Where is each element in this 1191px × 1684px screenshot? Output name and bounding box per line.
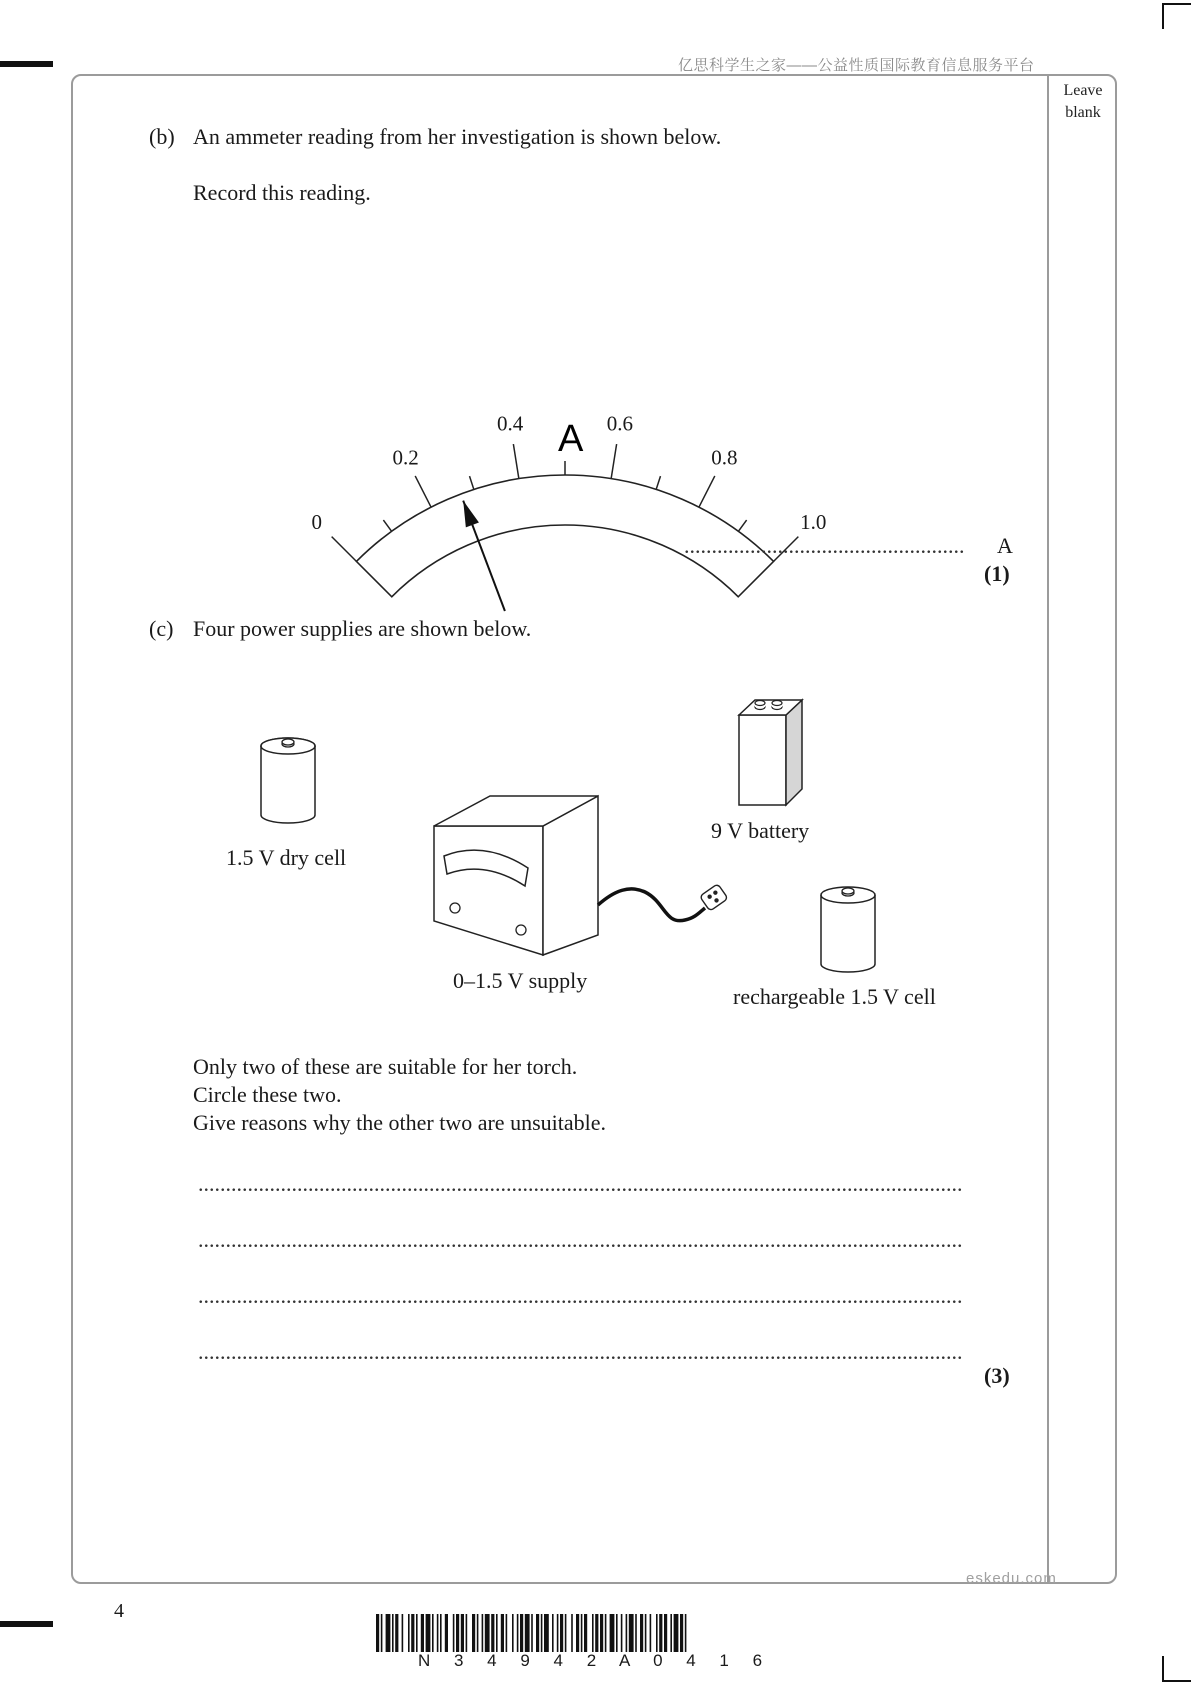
rechargeable-cell-illustration[interactable] [815,884,883,979]
barcode-bar [453,1614,455,1652]
meter-unit-symbol: A [558,418,584,460]
barcode-bar [411,1614,414,1652]
part-c-marks: (3) [984,1363,1010,1388]
barcode-bar [477,1614,479,1652]
part-b-marks: (1) [984,561,1010,586]
ammeter-dial [270,225,870,534]
barcode-bar [531,1614,533,1652]
barcode-bar [635,1614,637,1652]
barcode-bar [525,1614,530,1652]
barcode-bar [595,1614,598,1652]
part-b-answer-dots[interactable]: ................................................... [684,533,965,558]
part-b-question: An ammeter reading from her investigation is shown below. [193,124,722,149]
label-power-supply: 0–1.5 V supply [453,968,588,993]
power-supply-illustration[interactable] [430,790,740,960]
barcode-bar [621,1614,623,1652]
barcode-bar [640,1614,643,1652]
label-rechargeable-cell: rechargeable 1.5 V cell [733,984,936,1009]
meter-major-tick [513,444,518,479]
barcode-bar [571,1614,573,1652]
barcode-bar [544,1614,549,1652]
dry-cell-illustration[interactable] [255,735,323,830]
part-b-instruction: Record this reading. [193,180,371,205]
part-b-answer-unit: A [997,533,1013,558]
leave-blank-line1: Leave [1063,82,1103,99]
barcode-bar [600,1614,603,1652]
meter-scale-label: 0.6 [606,411,634,436]
barcode-bar [536,1614,539,1652]
barcode-bar [408,1614,410,1652]
barcode-bar [629,1614,634,1652]
barcode-bar [645,1614,647,1652]
meter-scale-label: 1.0 [800,509,827,534]
barcode-bar [472,1614,475,1652]
meter-scale-label: 0.8 [711,445,738,470]
barcode-bar [685,1614,687,1652]
barcode-bar [581,1614,583,1652]
registration-mark-bottom-right-v [1162,1656,1164,1682]
label-dry-cell: 1.5 V dry cell [226,845,347,870]
barcode-bar [445,1614,448,1652]
barcode-bar [501,1614,504,1652]
barcode [376,1614,811,1652]
barcode-bar [576,1614,579,1652]
barcode-bar [456,1614,459,1652]
part-c-instruction-3: Give reasons why the other two are unsuitable. [193,1110,606,1135]
footer-site-watermark: eskedu.com [966,1570,1057,1587]
part-b-label: (b) [149,124,175,149]
barcode-bar [506,1614,508,1652]
barcode-bar [432,1614,434,1652]
page-number: 4 [114,1600,124,1622]
meter-scale-label: 0 [311,509,323,534]
part-c-instruction-1: Only two of these are suitable for her torch. [193,1054,578,1079]
meter-scale-label: 0.2 [392,445,419,470]
barcode-bar [616,1614,618,1652]
header-watermark: 亿思科学生之家——公益性质国际教育信息服务平台 [678,57,1035,74]
barcode-bar [402,1614,404,1652]
barcode-bar [674,1614,679,1652]
barcode-bar [437,1614,439,1652]
meter-scale-label: 0.4 [496,411,524,436]
barcode-bar [650,1614,652,1652]
leave-blank-divider [1047,74,1049,1584]
barcode-bar [541,1614,543,1652]
barcode-bar [461,1614,464,1652]
barcode-bar [381,1614,383,1652]
barcode-bar [395,1614,398,1652]
barcode-text: N 3 4 9 4 2 A 0 4 1 6 [418,1651,772,1670]
answer-line-3[interactable]: ........................................................................................................................................... [198,1283,963,1308]
barcode-bar [610,1614,615,1652]
barcode-bar [496,1614,498,1652]
barcode-bar [466,1614,468,1652]
barcode-bar [485,1614,490,1652]
barcode-bar [560,1614,563,1652]
barcode-bar [552,1614,554,1652]
answer-line-4[interactable]: ........................................................................................................................................... [198,1339,963,1364]
barcode-bar [386,1614,391,1652]
barcode-bar [656,1614,658,1652]
barcode-bar [517,1614,519,1652]
barcode-bar [491,1614,494,1652]
barcode-bar [592,1614,594,1652]
answer-line-1[interactable]: ........................................................................................................................................... [198,1171,963,1196]
barcode-bar [626,1614,628,1652]
part-c-label: (c) [149,616,174,641]
barcode-bar [584,1614,587,1652]
part-c-instruction-2: Circle these two. [193,1082,342,1107]
barcode-bar [440,1614,442,1652]
part-c-question: Four power supplies are shown below. [193,616,532,641]
barcode-bar [605,1614,607,1652]
meter-major-tick [611,444,616,479]
barcode-bar [664,1614,667,1652]
barcode-bar [659,1614,662,1652]
barcode-bar [376,1614,379,1652]
registration-mark-top-left [0,61,53,67]
barcode-bar [557,1614,559,1652]
leave-blank-label [1052,80,1114,124]
barcode-bar [392,1614,394,1652]
barcode-bar [680,1614,683,1652]
leave-blank-line2: blank [1065,104,1101,121]
barcode-bar [512,1614,514,1652]
label-battery: 9 V battery [711,818,810,843]
barcode-bar [416,1614,418,1652]
registration-mark-bottom-right-h [1162,1680,1191,1682]
battery-illustration[interactable] [733,695,808,807]
registration-mark-top-right-h [1162,3,1191,5]
registration-mark-top-right-v [1162,3,1164,29]
answer-line-2[interactable]: ........................................................................................................................................... [198,1227,963,1252]
registration-mark-bottom-left [0,1621,53,1627]
barcode-bar [482,1614,484,1652]
barcode-bar [670,1614,672,1652]
barcode-bar [426,1614,431,1652]
barcode-bar [421,1614,424,1652]
barcode-bar [520,1614,523,1652]
barcode-bar [565,1614,567,1652]
